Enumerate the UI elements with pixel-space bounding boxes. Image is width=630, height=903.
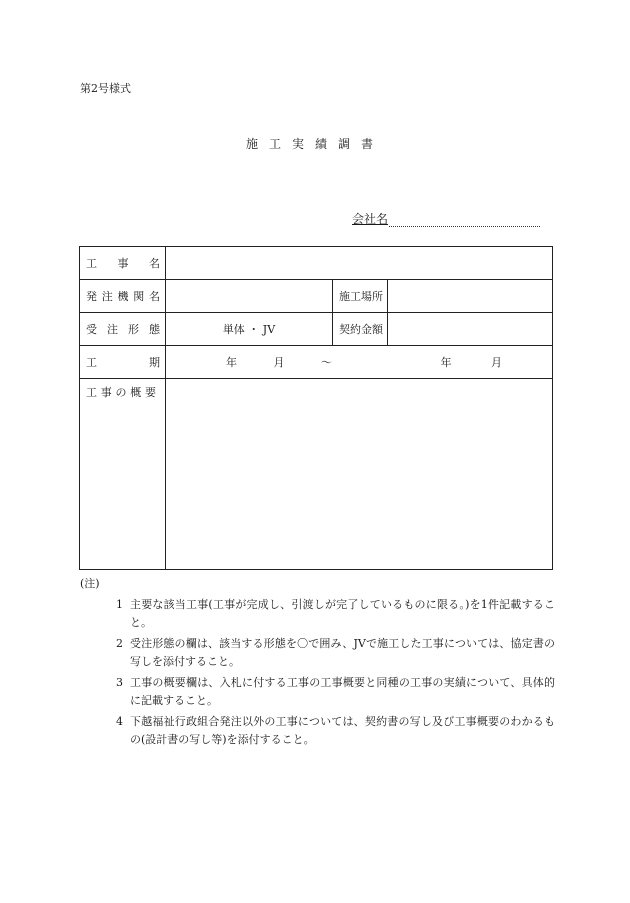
note-text: 下越福祉行政組合発注以外の工事については、契約書の写し及び工事概要のわかるもの(設計書の写し等)を添付すること。 <box>130 715 555 746</box>
overview-value[interactable] <box>166 379 553 570</box>
end-month: 月 <box>491 356 502 369</box>
note-number: 3 <box>116 676 123 689</box>
project-name-value[interactable] <box>166 247 553 280</box>
site-value[interactable] <box>388 280 553 313</box>
client-label: 発 注 機 関 名 <box>86 290 160 303</box>
company-name-line[interactable] <box>389 214 540 227</box>
contract-amount-label: 契約金額 <box>333 313 388 346</box>
form-number: 第2号様式 <box>80 82 131 95</box>
order-type-options[interactable]: 単体 ・ JV <box>166 313 333 346</box>
company-label: 会社名 <box>352 212 389 226</box>
overview-label: 工 事 の 概 要 <box>86 386 156 399</box>
order-type-label: 受 注 形 態 <box>86 323 160 336</box>
company-field <box>352 210 540 227</box>
overview-label-cell <box>80 379 166 570</box>
period-value[interactable] <box>166 346 553 379</box>
record-table <box>79 246 553 570</box>
note-text: 主要な該当工事(工事が完成し、引渡しが完了しているものに限る。)を1件記載すること。 <box>130 598 555 629</box>
start-year: 年 <box>226 356 237 369</box>
overview-row <box>80 379 553 570</box>
contract-amount-value[interactable] <box>388 313 553 346</box>
site-label: 施工場所 <box>333 280 388 313</box>
end-year: 年 <box>440 356 452 369</box>
note-item <box>80 713 555 749</box>
note-item <box>80 596 555 632</box>
start-month: 月 <box>273 356 285 369</box>
note-text: 工事の概要欄は、入札に付する工事の工事概要と同種の工事の実績について、具体的に記載すること。 <box>130 676 555 707</box>
note-number: 2 <box>116 637 123 650</box>
project-name-row <box>80 247 553 280</box>
period-row <box>80 346 553 379</box>
note-number: 4 <box>116 715 123 728</box>
project-name-label-cell <box>80 247 166 280</box>
period-label: 工 期 <box>86 356 160 369</box>
note-item <box>80 674 555 710</box>
order-type-row <box>80 313 553 346</box>
period-label-cell <box>80 346 166 379</box>
document-title: 施工実績調書 <box>245 137 384 151</box>
period-separator: ～ <box>321 356 332 369</box>
client-row <box>80 280 553 313</box>
notes-heading: (注) <box>80 577 100 590</box>
client-label-cell <box>80 280 166 313</box>
order-type-label-cell <box>80 313 166 346</box>
project-name-label: 工 事 名 <box>86 257 160 270</box>
client-value[interactable] <box>166 280 333 313</box>
note-number: 1 <box>116 598 123 611</box>
note-text: 受注形態の欄は、該当する形態を〇で囲み、JVで施工した工事については、協定書の写しを添付すること。 <box>130 637 555 668</box>
note-item <box>80 635 555 671</box>
notes-section <box>80 575 555 749</box>
